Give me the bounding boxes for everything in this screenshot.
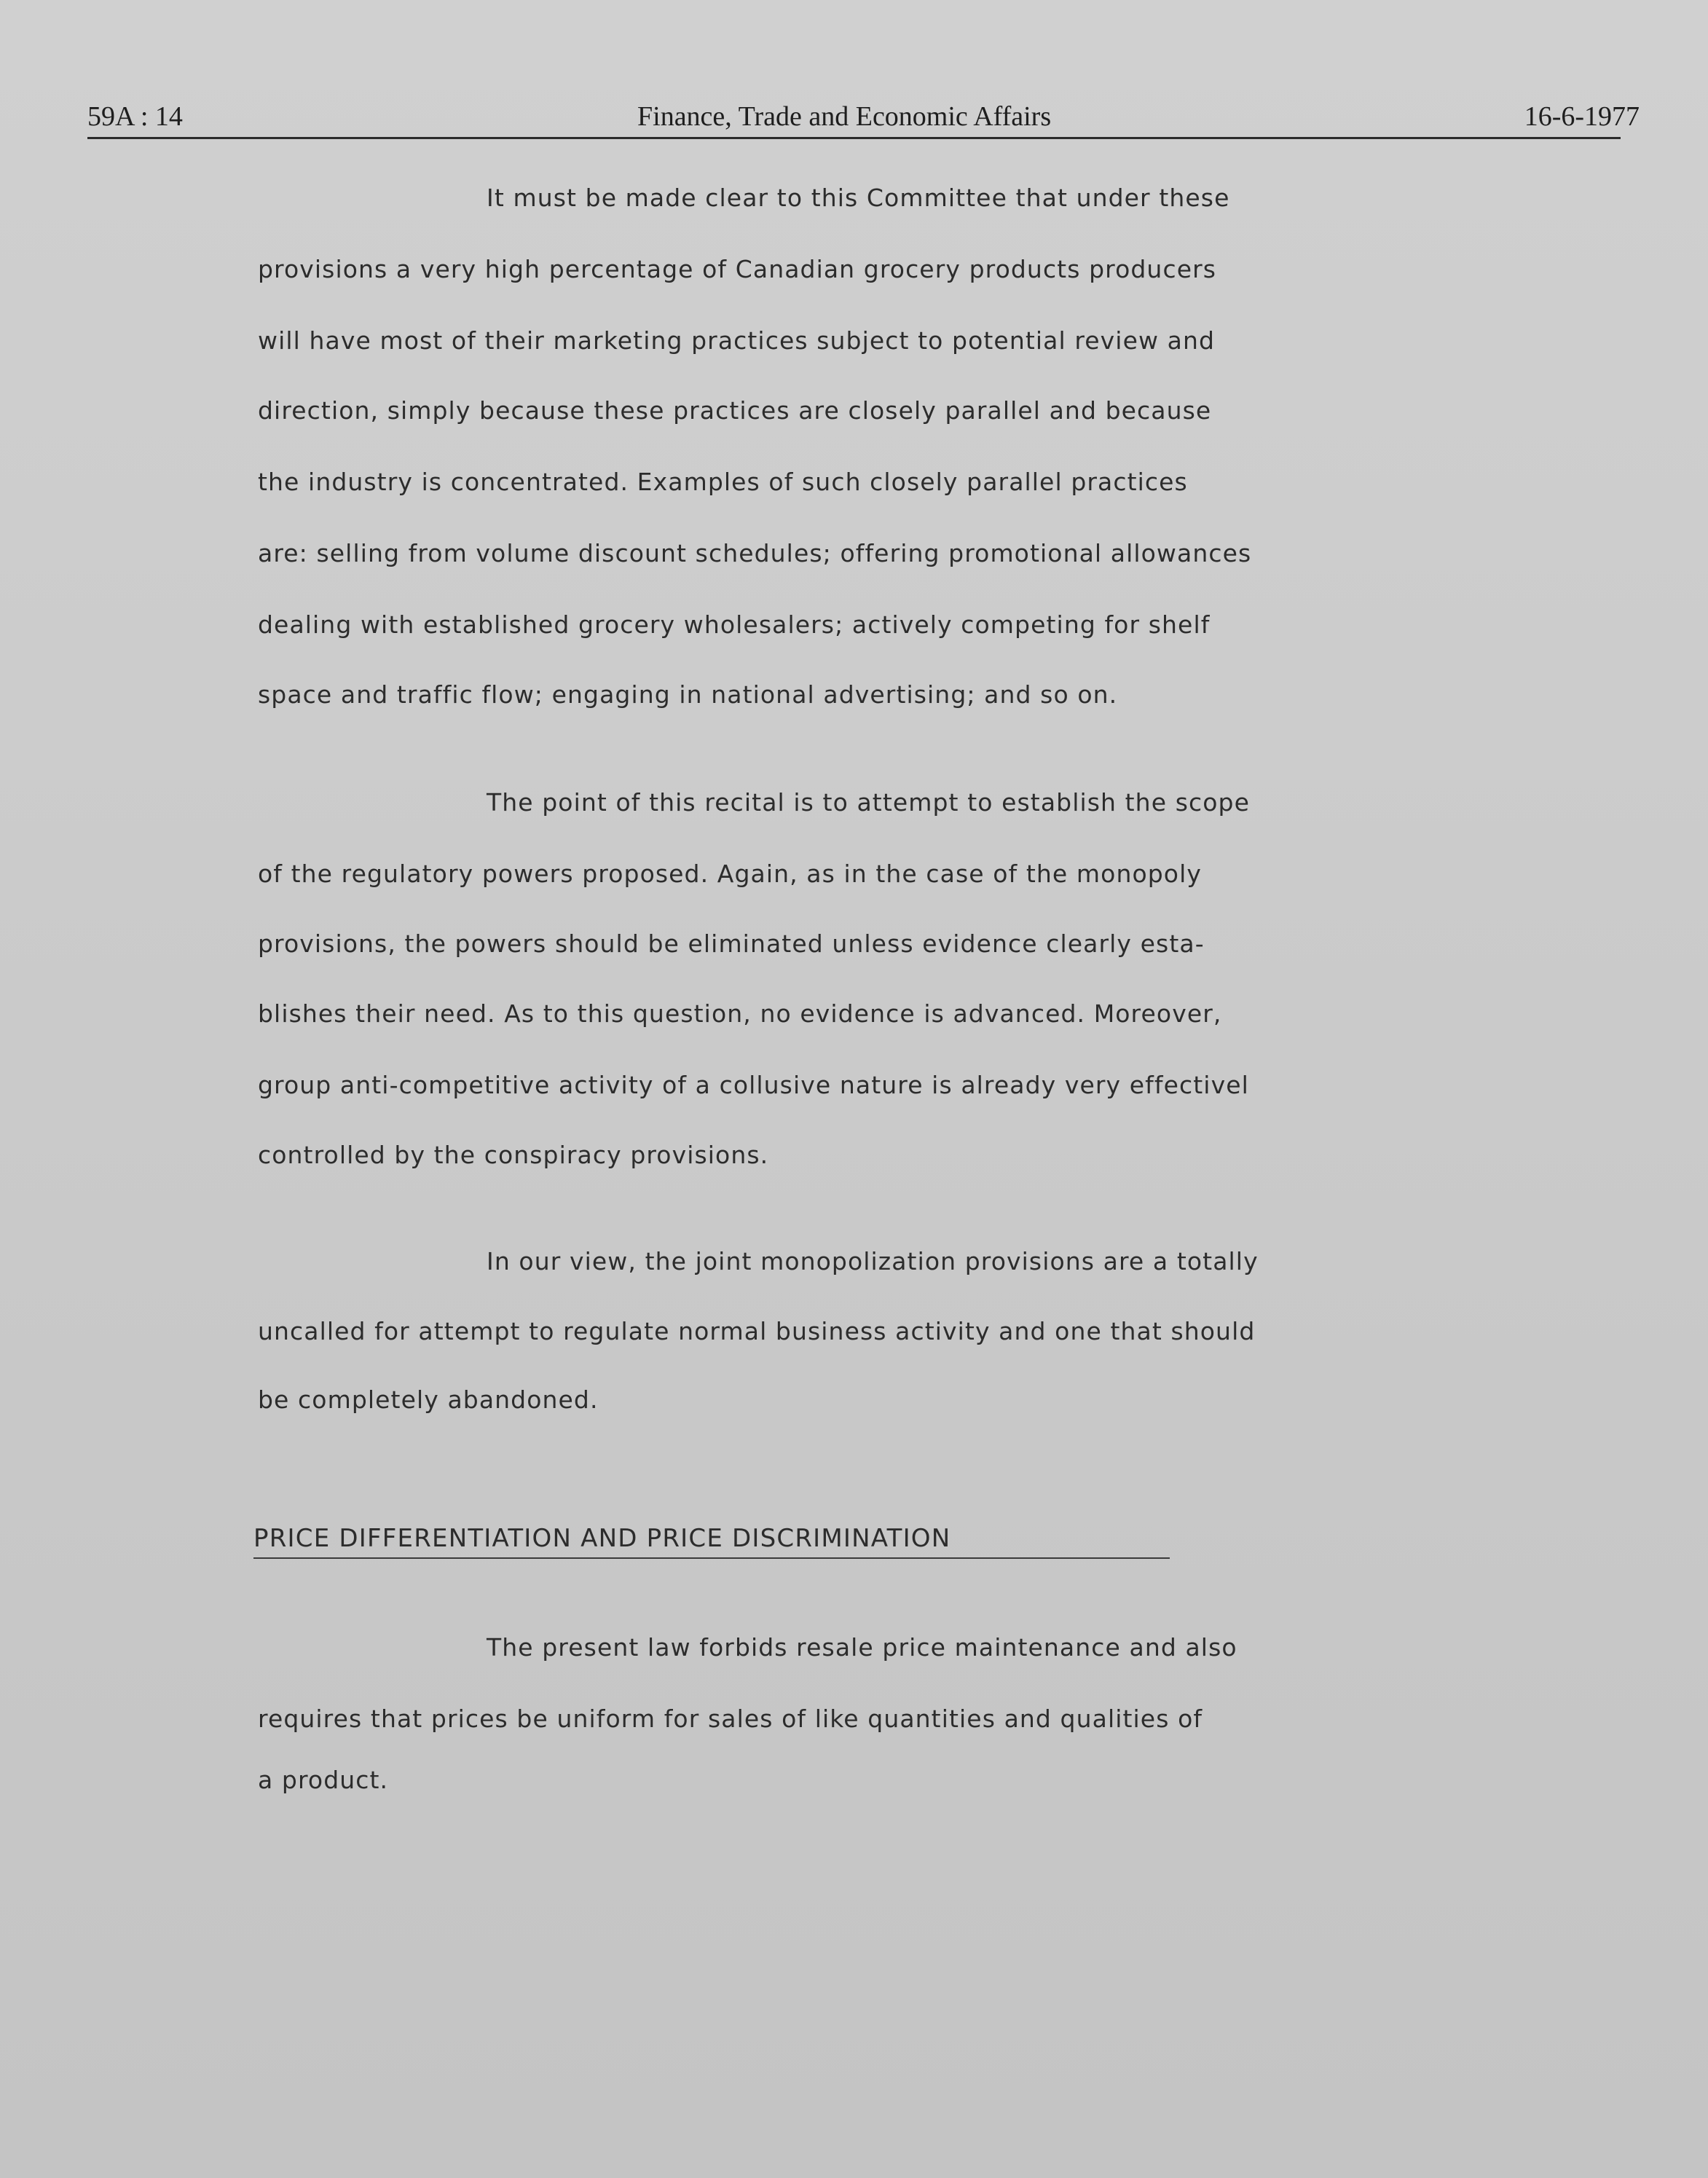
page-header — [87, 96, 1640, 139]
text-line: provisions a very high percentage of Canadian grocery products producers — [258, 255, 1217, 283]
text-line: are: selling from volume discount schedules; offering promotional allowances — [258, 539, 1252, 567]
text-line: The present law forbids resale price maintenance and also — [487, 1633, 1237, 1662]
text-line: be completely abandoned. — [258, 1385, 599, 1414]
text-line: blishes their need. As to this question, no evidence is advanced. Moreover, — [258, 999, 1222, 1028]
text-line: space and traffic flow; engaging in national advertising; and so on. — [258, 680, 1118, 709]
text-line: a product. — [258, 1766, 389, 1794]
text-line: It must be made clear to this Committee that under these — [487, 184, 1230, 212]
page-number: 59A : 14 — [87, 101, 183, 132]
text-line: uncalled for attempt to regulate normal business activity and one that should — [258, 1317, 1256, 1345]
text-line: controlled by the conspiracy provisions. — [258, 1141, 769, 1169]
text-line: In our view, the joint monopolization provisions are a totally — [487, 1247, 1259, 1275]
text-line: The point of this recital is to attempt to establish the scope — [487, 788, 1250, 817]
text-line: the industry is concentrated. Examples of such closely parallel practices — [258, 468, 1188, 496]
publication-title: Finance, Trade and Economic Affairs — [637, 101, 1052, 132]
text-line: provisions, the powers should be eliminated unless evidence clearly esta- — [258, 929, 1205, 958]
section-heading: PRICE DIFFERENTIATION AND PRICE DISCRIMINATION — [253, 1524, 951, 1553]
text-line: direction, simply because these practices are closely parallel and because — [258, 396, 1212, 425]
page-date: 16-6-1977 — [1524, 101, 1640, 132]
text-line: of the regulatory powers proposed. Again, as in the case of the monopoly — [258, 860, 1202, 888]
text-line: requires that prices be uniform for sales of like quantities and qualities of — [258, 1705, 1203, 1733]
text-line: group anti-competitive activity of a collusive nature is already very effectivel — [258, 1071, 1249, 1099]
heading-underline — [253, 1557, 1170, 1559]
text-line: dealing with established grocery wholesalers; actively competing for shelf — [258, 610, 1211, 639]
text-line: will have most of their marketing practices subject to potential review and — [258, 326, 1216, 355]
